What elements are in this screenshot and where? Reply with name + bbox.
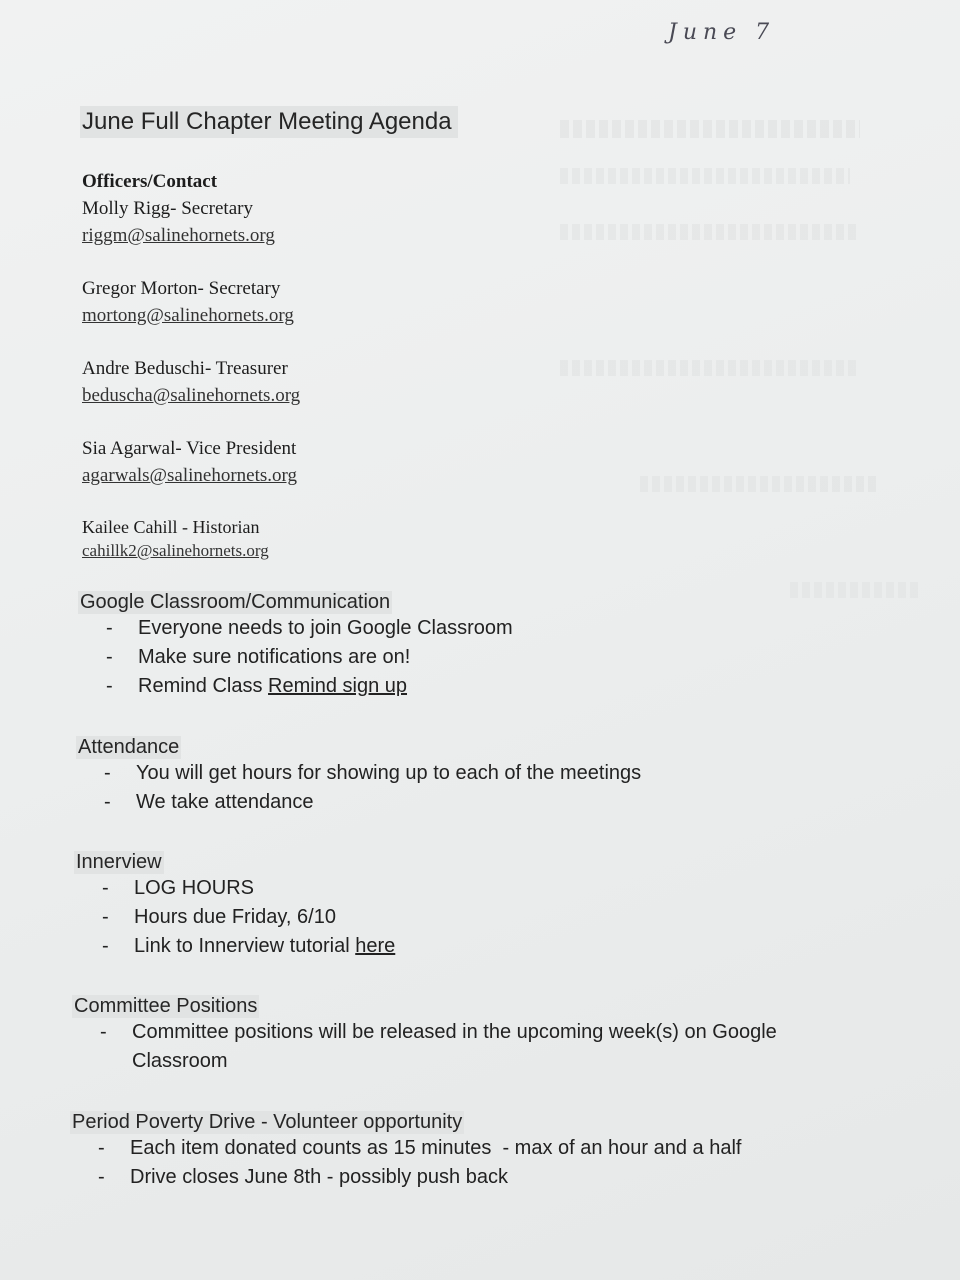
officer-name-role: Kailee Cahill - Historian <box>82 517 260 537</box>
officer-email-link[interactable]: riggm@salinehornets.org <box>82 225 275 246</box>
bleed-through-texture <box>560 120 860 138</box>
section-attendance <box>76 736 641 817</box>
officer-email-link[interactable]: mortong@salinehornets.org <box>82 305 294 326</box>
section-period-poverty-drive <box>70 1111 920 1192</box>
list-item: - Everyone needs to join Google Classroom <box>106 617 513 639</box>
officer-email-link[interactable]: cahillk2@salinehornets.org <box>82 541 269 560</box>
handwritten-date: June 7 <box>668 20 776 45</box>
bullet-list <box>74 874 395 961</box>
section-committee-positions <box>72 995 832 1076</box>
list-item: - Drive closes June 8th - possibly push back <box>98 1166 508 1188</box>
section-heading: Committee Positions <box>74 995 258 1017</box>
list-item: - Make sure notifications are on! <box>106 646 411 668</box>
list-item: - Link to Innerview tutorial here <box>102 935 396 957</box>
title-highlight <box>80 106 458 138</box>
list-item: - Each item donated counts as 15 minutes - max of an hour and a half <box>98 1137 742 1159</box>
officer-name-role: Sia Agarwal- Vice President <box>82 438 297 459</box>
bleed-through-texture <box>560 168 850 184</box>
bleed-through-texture <box>790 582 920 598</box>
bullet-list <box>72 1018 832 1076</box>
officer-email-link[interactable]: beduscha@salinehornets.org <box>82 385 301 406</box>
bullet-list <box>70 1134 920 1192</box>
section-google-classroom <box>78 591 513 701</box>
list-item: - Hours due Friday, 6/10 <box>102 906 336 928</box>
list-item: - Committee positions will be released in the upcoming week(s) on Google Classroom <box>100 1021 777 1072</box>
list-item: - LOG HOURS <box>102 877 255 899</box>
remind-signup-link[interactable]: Remind sign up <box>268 675 408 697</box>
bullet-list <box>76 759 641 817</box>
list-item: - We take attendance <box>104 791 314 813</box>
section-heading: Period Poverty Drive - Volunteer opportunity <box>72 1111 463 1133</box>
bleed-through-texture <box>560 360 860 376</box>
section-heading: Google Classroom/Communication <box>80 591 391 613</box>
officer-name-role: Andre Beduschi- Treasurer <box>82 358 288 379</box>
section-heading: Attendance <box>78 736 180 758</box>
officers-heading: Officers/Contact <box>82 171 218 192</box>
bullet-list <box>78 614 513 701</box>
officer-name-role: Gregor Morton- Secretary <box>82 278 281 299</box>
list-item: - Remind Class Remind sign up <box>106 675 408 697</box>
page-title: June Full Chapter Meeting Agenda <box>82 108 452 135</box>
section-heading: Innerview <box>76 851 162 873</box>
bleed-through-texture <box>560 224 860 240</box>
officers-contact-block <box>82 168 300 563</box>
innerview-tutorial-link[interactable]: here <box>355 935 396 957</box>
officer-email-link[interactable]: agarwals@salinehornets.org <box>82 465 298 486</box>
bleed-through-texture <box>640 476 880 492</box>
officer-name-role: Molly Rigg- Secretary <box>82 198 253 219</box>
list-item: - You will get hours for showing up to each of the meetings <box>104 762 642 784</box>
section-innerview <box>74 851 395 961</box>
